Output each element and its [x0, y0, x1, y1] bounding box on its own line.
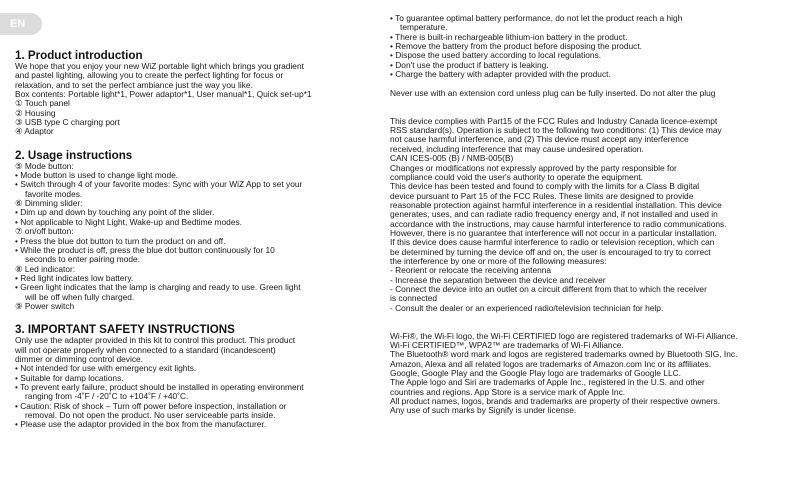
- text-line: • To guarantee optimal battery performance, do not let the product reach a high: [390, 13, 683, 23]
- text-line: • There is built-in rechargeable lithium-ion battery in the product.: [390, 31, 628, 42]
- text-line: compliance could void the user's authority to operate the equipment.: [390, 171, 644, 182]
- text-line: The Bluetooth® word mark and logos are registered trademarks owned by Bluetooth SIG, Inc.: [390, 349, 738, 360]
- text-line: - Consult the dealer or an experienced radio/television technician for help.: [390, 302, 664, 313]
- text-line: • Press the blue dot button to turn the product on and off.: [15, 235, 226, 246]
- section-title-usage-instructions: 2. Usage instructions: [15, 148, 133, 162]
- text-line: • Dispose the used battery according to local regulations.: [390, 50, 602, 61]
- text-line: This device complies with Part15 of the FCC Rules and Industry Canada licence-exempt: [390, 115, 718, 126]
- text-line: ③ USB type C charging port: [15, 117, 120, 128]
- text-line: - Connect the device into an outlet on a circuit different from that to which the receiver: [390, 283, 707, 294]
- text-line: generates, uses, and can radiate radio frequency energy and, if not installed and used in: [390, 209, 718, 220]
- text-line: will be off when fully charged.: [25, 291, 135, 302]
- text-line: All product names, logos, brands and trademarks are property of their respective owners.: [390, 396, 721, 407]
- text-line: • Not applicable to Night Light, Wake-up and Bedtime modes.: [15, 216, 243, 227]
- text-line: ⑧ Led indicator:: [15, 263, 76, 274]
- text-line: • Charge the battery with adapter provided with the product.: [390, 69, 611, 80]
- section-title-safety-instructions: 3. IMPORTANT SAFETY INSTRUCTIONS: [15, 323, 235, 337]
- extension-cord-warning: Never use with an extension cord unless plug can be fully inserted. Do not alter the plug: [390, 87, 716, 98]
- text-line: • Caution: Risk of shock – Turn off power before inspection, installation or: [15, 400, 287, 411]
- text-line: be determined by turning the device off and on, the user is encouraged to try to correct: [390, 246, 711, 257]
- language-tab: EN: [0, 13, 42, 35]
- text-line: However, there is no guarantee that interference will not occur in a particular installation.: [390, 227, 717, 238]
- text-line: dimmer or dimming control device.: [15, 353, 143, 364]
- text-line: This device has been tested and found to comply with the limits for a Class B digital: [390, 181, 700, 192]
- text-line: is connected: [390, 293, 438, 304]
- safety-instructions-body: [15, 336, 375, 429]
- text-line: • Not intended for use with emergency exit lights.: [15, 363, 197, 374]
- fcc-compliance-statement: [390, 117, 795, 313]
- text-line: ④ Adaptor: [15, 126, 54, 137]
- text-line: • Remove the battery from the product before disposing the product.: [390, 41, 642, 52]
- usage-instructions-body: [15, 162, 375, 312]
- text-line: Amazon, Alexa and all related logos are trademarks of Amazon.com Inc or its affiliates.: [390, 358, 712, 369]
- text-line: • Green light indicates that the lamp is charging and ready to use. Green light: [15, 282, 301, 293]
- left-column: [15, 0, 375, 430]
- text-line: temperature.: [400, 22, 448, 33]
- text-line: countries and regions. App Store is a service mark of Apple Inc.: [390, 386, 626, 397]
- text-line: • Mode button is used to change light mode.: [15, 170, 179, 181]
- text-line: • To prevent early failure, product should be installed in operating environment: [15, 381, 304, 392]
- text-line: • Suitable for damp locations.: [15, 372, 124, 383]
- section-title-product-introduction: 1. Product introduction: [15, 49, 143, 62]
- text-line: • Red light indicates low battery.: [15, 272, 134, 283]
- battery-instructions: [390, 14, 795, 79]
- text-line: • Don't use the product if battery is leaking.: [390, 59, 549, 70]
- trademark-notices: [390, 332, 795, 416]
- text-line: Only use the adapter provided in this kit to control this product. This product: [15, 335, 296, 346]
- text-line: Wi-Fi CERTIFIED™, WPA2™ are trademarks of Wi-Fi Alliance.: [390, 340, 624, 351]
- text-line: Box contents: Portable light*1, Power adaptor*1, User manual*1, Quick set-up*1: [15, 89, 312, 100]
- text-line: will not operate properly when connected to a standard (incandescent): [15, 344, 276, 355]
- text-line: ⑦ on/off button:: [15, 226, 74, 237]
- text-line: Changes or modifications not expressly approved by the party responsible for: [390, 162, 677, 173]
- text-line: and pastel lighting, allowing you to create the perfect lighting for focus or: [15, 70, 284, 81]
- product-introduction-body: [15, 62, 375, 137]
- text-line: Google, Google Play and the Google Play logo are trademarks of Google LLC.: [390, 368, 681, 379]
- text-line: seconds to enter pairing mode.: [25, 254, 140, 265]
- text-line: - Increase the separation between the device and receiver: [390, 274, 606, 285]
- text-line: ① Touch panel: [15, 98, 70, 109]
- text-line: the interference by one or more of the following measures:: [390, 255, 607, 266]
- text-line: • While the product is off, press the blue dot button continuously for 10: [15, 244, 275, 255]
- text-line: RSS standard(s). Operation is subject to the following two conditions: (1) This device may: [390, 125, 722, 136]
- text-line: - Reorient or relocate the receiving antenna: [390, 265, 552, 276]
- text-line: We hope that you enjoy your new WiZ portable light which brings you gradient: [15, 61, 304, 71]
- text-line: accordance with the instructions, may cause harmful interference to radio communications.: [390, 218, 727, 229]
- text-line: • Dim up and down by touching any point of the slider.: [15, 207, 215, 218]
- text-line: CAN ICES-005 (B) / NMB-005(B): [390, 153, 514, 164]
- text-line: Wi-Fi®, the Wi-Fi logo, the Wi-Fi CERTIFIED logo are registered trademarks of Wi-Fi Alliance.: [390, 330, 738, 341]
- text-line: • Please use the adaptor provided in the box from the manufacturer.: [15, 419, 267, 430]
- text-line: ⑤ Mode button:: [15, 160, 74, 171]
- text-line: relaxation, and to set the perfect ambiance just the way you like.: [15, 79, 253, 90]
- text-line: ⑨ Power switch: [15, 300, 75, 311]
- text-line: ② Housing: [15, 107, 56, 118]
- right-column: [390, 14, 795, 416]
- text-line: removal. Do not open the product. No user serviceable parts inside.: [25, 410, 276, 420]
- text-line: received, including interference that may cause undesired operation.: [390, 143, 644, 154]
- text-line: If this device does cause harmful interference to radio or television reception, which can: [390, 237, 715, 248]
- text-line: ranging from -4˚F / -20˚C to +104˚F / +40˚C.: [25, 391, 189, 402]
- text-line: device pursuant to Part 15 of the FCC Rules. These limits are designed to provide: [390, 190, 694, 201]
- text-line: Any use of such marks by Signify is under license.: [390, 405, 577, 416]
- text-line: The Apple logo and Siri are trademarks of Apple Inc., registered in the U.S. and other: [390, 377, 705, 388]
- text-line: favorite modes.: [25, 188, 83, 199]
- text-line: ⑥ Dimming slider:: [15, 198, 83, 209]
- text-line: not cause harmful interference, and (2) This device must accept any interference: [390, 134, 689, 145]
- text-line: • Switch through 4 of your favorite modes: Sync with your WiZ App to set your: [15, 179, 303, 190]
- text-line: reasonable protection against harmful interference in a residential installation. This device: [390, 199, 722, 210]
